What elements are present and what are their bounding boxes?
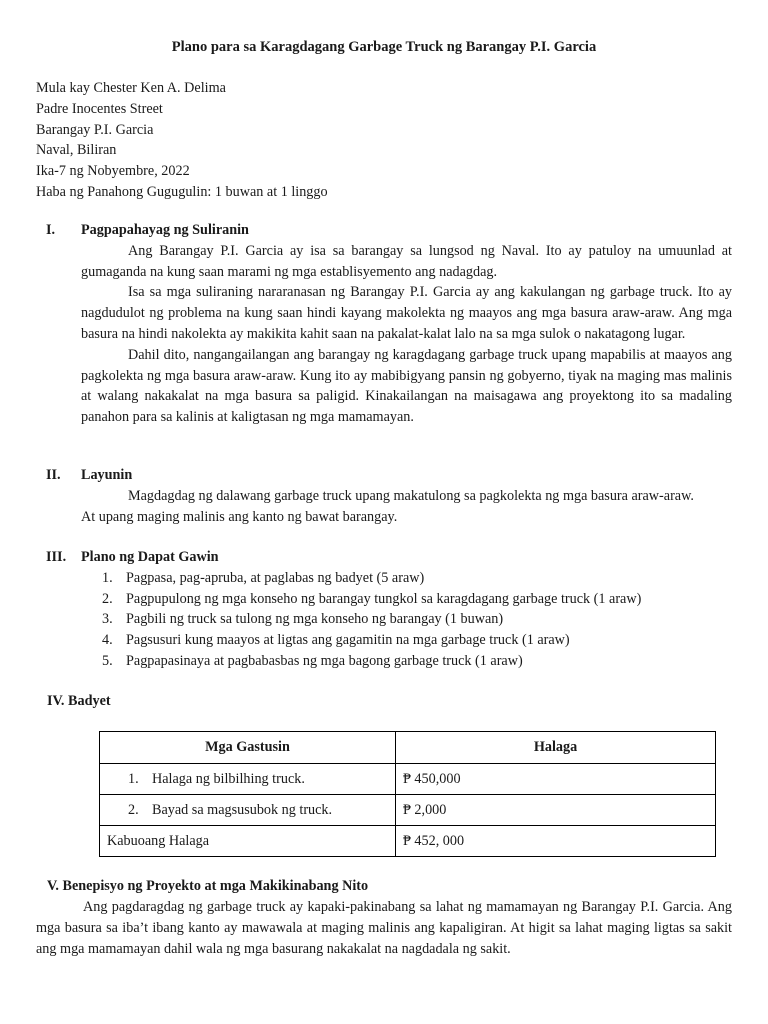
list-number: 4. (102, 632, 113, 649)
section-body (81, 486, 732, 528)
section-label: Plano ng Dapat Gawin (81, 549, 219, 565)
total-amount-cell: ₱ 452, 000 (396, 826, 716, 857)
paragraph: Dahil dito, nangangailangan ang barangay ng karagdagang garbage truck upang mapabilis at maayos ang pagkolekta ng mga basura araw-araw. Kung ito ay mabibigyang pansin ng gobyerno, tiyak na maging mas malinis at walang nakakalat na mga basura sa paligid. Kinakailangan na maisagawa ang proyektong ito sa madaling panahon para sa kalinis at kaligtasan ng mga mamamayan. (81, 346, 732, 426)
table-row (100, 764, 716, 795)
list-text: Pagbili ng truck sa tulong ng mga konseho ng barangay (1 buwan) (126, 611, 504, 628)
list-item (102, 589, 732, 610)
list-item (102, 651, 732, 672)
paragraph: Ang pagdaragdag ng garbage truck ay kapaki-pakinabang sa lahat ng mamamayan ng Barangay P.I. Garcia. Ang mga basura sa iba’t ibang kanto ay mawawala at maging malinis ang kapaligiran. At higit sa lahat maging ligtas sa sakit ang mga mamamayan dahil wala ng mga basurang nakakalat na nagdadala ng sakit. (36, 899, 732, 957)
list-item (102, 568, 732, 589)
list-item (102, 630, 732, 651)
expense-cell (100, 795, 396, 826)
budget-table (99, 731, 716, 857)
plan-list (102, 568, 732, 672)
list-text: Pagsusuri kung maayos at ligtas ang gagamitin na mga garbage truck (1 araw) (126, 632, 570, 649)
section-heading (36, 547, 732, 568)
total-label-cell: Kabuoang Halaga (100, 826, 396, 857)
list-item (102, 609, 732, 630)
expense-text: Bayad sa magsusubok ng truck. (152, 801, 333, 818)
section-plan (36, 547, 732, 672)
table-total-row (100, 826, 716, 857)
column-header-expenses: Mga Gastusin (100, 732, 396, 764)
row-number: 2. (128, 801, 139, 818)
benefit-body (36, 897, 732, 959)
section-objective (36, 465, 732, 527)
expense-cell (100, 764, 396, 795)
section-body (81, 241, 732, 428)
sender-barangay: Barangay P.I. Garcia (36, 121, 154, 138)
section-number: I. (46, 222, 56, 238)
list-text: Pagpasa, pag-apruba, at paglabas ng badyet (5 araw) (126, 569, 425, 586)
amount-cell: ₱ 450,000 (396, 764, 716, 795)
list-text: Pagpupulong ng mga konseho ng barangay tungkol sa karagdagang garbage truck (1 araw) (126, 590, 642, 607)
document-title: Plano para sa Karagdagang Garbage Truck ng Barangay P.I. Garcia (171, 39, 597, 55)
paragraph: At upang maging malinis ang kanto ng bawat barangay. (81, 508, 398, 525)
section-label: Layunin (81, 467, 133, 483)
column-header-amount: Halaga (396, 732, 716, 764)
section-number: III. (46, 549, 67, 565)
benefit-heading: V. Benepisyo ng Proyekto at mga Makikinabang Nito (47, 878, 369, 894)
section-label: Pagpapahayag ng Suliranin (81, 222, 249, 238)
sender-street: Padre Inocentes Street (36, 100, 163, 117)
list-number: 1. (102, 569, 113, 586)
paragraph: Isa sa mga suliraning nararanasan ng Barangay P.I. Garcia ay ang kakulangan ng garbage truck. Ito ay nagdudulot ng problema na kung saan hindi kayang makolekta ng maayos ang mga basura araw-araw. Ang mga basura na hindi nakolekta ay makikita kahit saan na pakalat-kalat lalo na sa mga sulok o nakatagong lugar. (81, 284, 732, 342)
list-number: 5. (102, 652, 113, 669)
list-number: 3. (102, 611, 113, 628)
section-heading (36, 220, 732, 241)
expense-text: Halaga ng bilbilhing truck. (152, 770, 305, 787)
sender-name: Mula kay Chester Ken A. Delima (36, 80, 226, 96)
row-number: 1. (128, 770, 139, 787)
section-problem (36, 220, 732, 428)
paragraph: Ang Barangay P.I. Garcia ay isa sa barangay sa lungsod ng Naval. Ito ay patuloy na umuunlad at gumaganda na kung saan marami ng mga establisyemento ang nadagdag. (81, 242, 732, 280)
list-text: Pagpapasinaya at pagbabasbas ng mga bagong garbage truck (1 araw) (126, 652, 523, 669)
amount-cell: ₱ 2,000 (396, 795, 716, 826)
budget-heading: IV. Badyet (47, 693, 111, 709)
section-number: II. (46, 467, 61, 483)
list-number: 2. (102, 590, 113, 607)
section-heading (36, 465, 732, 486)
sender-block (36, 78, 328, 203)
sender-duration: Haba ng Panahong Gugugulin: 1 buwan at 1 linggo (36, 183, 328, 200)
paragraph: Magdagdag ng dalawang garbage truck upang makatulong sa pagkolekta ng mga basura araw-araw. (128, 487, 694, 504)
sender-date: Ika-7 ng Nobyembre, 2022 (36, 163, 190, 180)
table-header-row (100, 732, 716, 764)
sender-town: Naval, Biliran (36, 142, 117, 159)
table-row (100, 795, 716, 826)
